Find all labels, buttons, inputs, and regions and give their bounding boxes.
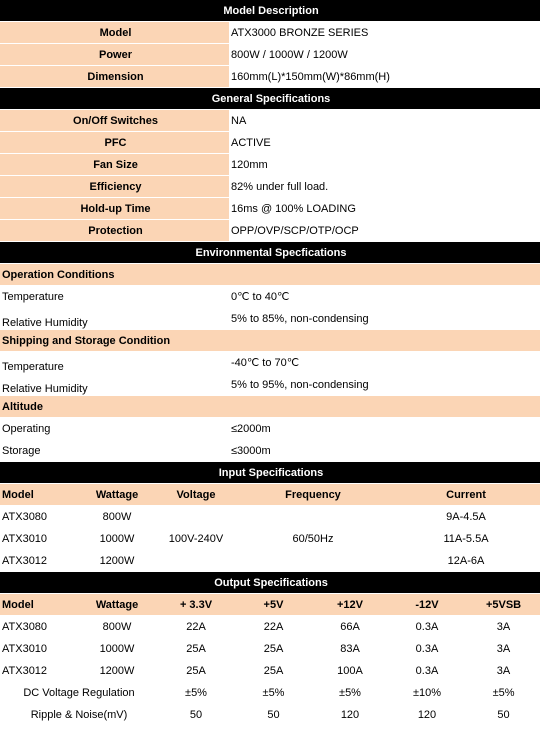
spec-row [0,154,540,176]
cell-model: ATX3012 [0,550,76,572]
section-title: Input Specifications [0,462,540,484]
table-row-regulation [0,682,540,704]
spec-label: On/Off Switches [0,110,229,132]
section-header-general [0,88,540,110]
cell-model: ATX3080 [0,506,76,528]
table-row [0,660,540,682]
env-label: Operating [0,418,229,440]
cell-neg12v: ±10% [387,682,465,704]
env-label: Storage [0,440,229,462]
column-header: Current [390,484,540,506]
input-spec-table [0,462,540,572]
cell-5v: ±5% [234,682,311,704]
spec-value: 160mm(L)*150mm(W)*86mm(H) [229,66,540,88]
env-value: 5% to 85%, non-condensing [229,308,540,330]
column-header: -12V [387,594,465,616]
spec-row [0,110,540,132]
table-row [0,638,540,660]
cell-12v: 83A [311,638,387,660]
cell-voltage: 100V-240V [156,506,234,572]
column-header: +5VSB [465,594,540,616]
cell-neg12v: 120 [387,704,465,726]
spec-value: NA [229,110,540,132]
cell-12v: 120 [311,704,387,726]
cell-current: 12A-6A [390,550,540,572]
cell-model: ATX3080 [0,616,76,638]
spec-row [0,44,540,66]
cell-wattage: 800W [76,506,156,528]
spec-label: Protection [0,220,229,242]
section-title: General Specifications [0,88,540,110]
spec-value: ACTIVE [229,132,540,154]
spec-value: 16ms @ 100% LOADING [229,198,540,220]
column-header: +12V [311,594,387,616]
section-header-input [0,462,540,484]
cell-current: 11A-5.5A [390,528,540,550]
column-header: Model [0,484,76,506]
spec-row [0,66,540,88]
spec-value: ATX3000 BRONZE SERIES [229,22,540,44]
column-header: Frequency [234,484,390,506]
env-value: -40℃ to 70℃ [229,352,540,374]
env-row [0,440,540,462]
spec-value: 120mm [229,154,540,176]
cell-neg12v: 0.3A [387,616,465,638]
spec-label: Hold-up Time [0,198,229,220]
spec-row [0,22,540,44]
spec-row [0,198,540,220]
env-row [0,374,540,396]
spec-label: Model [0,22,229,44]
section-header-output [0,572,540,594]
cell-model: ATX3010 [0,528,76,550]
table-row [0,616,540,638]
row-label: DC Voltage Regulation [0,682,156,704]
spec-row [0,176,540,198]
subsection-title: Altitude [0,396,540,418]
column-header-row [0,594,540,616]
subsection-altitude [0,396,540,418]
spec-label: Dimension [0,66,229,88]
spec-value: 800W / 1000W / 1200W [229,44,540,66]
spec-label: PFC [0,132,229,154]
section-title: Output Specifications [0,572,540,594]
env-label: Relative Humidity [0,308,229,330]
env-row [0,286,540,308]
section-header-environmental [0,242,540,264]
column-header: + 3.3V [156,594,234,616]
cell-wattage: 1200W [76,660,156,682]
subsection-title: Shipping and Storage Condition [0,330,540,352]
table-row-ripple [0,704,540,726]
section-title: Environmental Specfications [0,242,540,264]
column-header: Voltage [156,484,234,506]
subsection-operation [0,264,540,286]
env-label: Temperature [0,352,229,374]
cell-5vsb: 3A [465,616,540,638]
cell-neg12v: 0.3A [387,660,465,682]
spec-value: OPP/OVP/SCP/OTP/OCP [229,220,540,242]
cell-5vsb: 3A [465,638,540,660]
column-header: Wattage [76,484,156,506]
cell-5vsb: ±5% [465,682,540,704]
column-header: Model [0,594,76,616]
cell-current: 9A-4.5A [390,506,540,528]
cell-12v: 66A [311,616,387,638]
cell-3v3: 50 [156,704,234,726]
cell-5vsb: 50 [465,704,540,726]
cell-3v3: 25A [156,638,234,660]
env-value: 0℃ to 40℃ [229,286,540,308]
env-label: Relative Humidity [0,374,229,396]
env-row [0,418,540,440]
row-label: Ripple & Noise(mV) [0,704,156,726]
env-value: ≤2000m [229,418,540,440]
cell-wattage: 1000W [76,638,156,660]
spec-row [0,132,540,154]
env-value: ≤3000m [229,440,540,462]
env-row [0,352,540,374]
cell-5v: 25A [234,660,311,682]
cell-3v3: 25A [156,660,234,682]
section-header-model-description [0,0,540,22]
cell-5v: 50 [234,704,311,726]
spec-row [0,220,540,242]
env-value: 5% to 95%, non-condensing [229,374,540,396]
spec-value: 82% under full load. [229,176,540,198]
spec-label: Power [0,44,229,66]
subsection-title: Operation Conditions [0,264,540,286]
column-header: +5V [234,594,311,616]
cell-12v: 100A [311,660,387,682]
spec-label: Efficiency [0,176,229,198]
cell-wattage: 1200W [76,550,156,572]
env-label: Temperature [0,286,229,308]
cell-neg12v: 0.3A [387,638,465,660]
cell-wattage: 1000W [76,528,156,550]
section-title: Model Description [0,0,540,22]
table-row [0,506,540,528]
cell-5v: 25A [234,638,311,660]
column-header: Wattage [76,594,156,616]
output-spec-table [0,572,540,726]
cell-3v3: 22A [156,616,234,638]
spec-label: Fan Size [0,154,229,176]
cell-12v: ±5% [311,682,387,704]
cell-wattage: 800W [76,616,156,638]
cell-5vsb: 3A [465,660,540,682]
subsection-shipping [0,330,540,352]
column-header-row [0,484,540,506]
cell-3v3: ±5% [156,682,234,704]
env-row [0,308,540,330]
cell-model: ATX3010 [0,638,76,660]
cell-5v: 22A [234,616,311,638]
cell-model: ATX3012 [0,660,76,682]
cell-frequency: 60/50Hz [234,506,390,572]
